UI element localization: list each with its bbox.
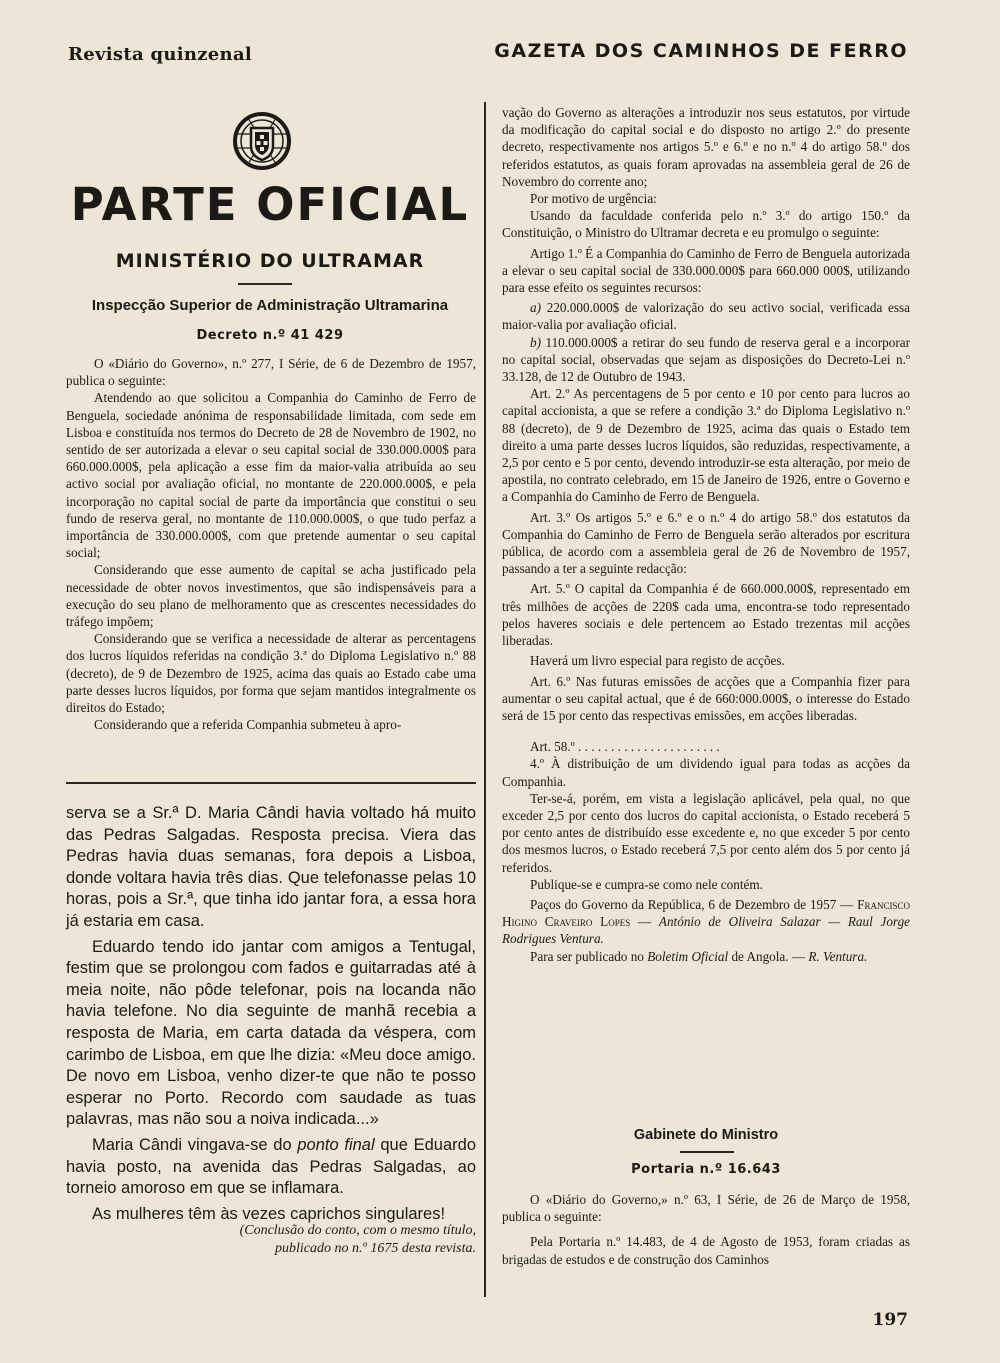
item-label: a) [530, 300, 541, 316]
text-run: Maria Cândi vingava-se do [92, 1135, 298, 1154]
signatory-name: R. Ventura. [808, 948, 868, 964]
signature-paragraph [502, 896, 910, 948]
decree-text-right [502, 104, 910, 965]
story-continuation [66, 803, 476, 1225]
cabinet-heading: Gabinete do Ministro [633, 1127, 779, 1143]
item-label: b) [530, 334, 541, 350]
signatory-names: António de Oliveira Salazar — Raul Jorge Rodrigues Ventura. [502, 914, 911, 947]
paragraph: Haverá um livro especial para registo de acções. [530, 653, 785, 669]
story-footnote: (Conclusão do conto, com o mesmo título, publicado no n.º 1675 desta revista. [239, 1223, 476, 1256]
heading-rule [238, 283, 292, 285]
paragraph: O «Diário do Governo,» n.º 63, I Série, de 26 de Março de 1958, publica o seguinte: [502, 1192, 910, 1225]
article-paragraph: Art. 2.º As percentagens de 5 por cento e 10 por cento para lucros ao capital accionista, a que se refere a condição 3.ª do Diploma Legislativo n.º 88 (decreto), de 9 de Dezembro de 1925, acima das quais o Estado tem direito a uma parte desses lucros líquidos, são reduzidas, respectivamente, a 2,5 por cento e 5 por cento, devendo introduzir-se esta alteração, por meio de apostila, no contrato celebrado, em 15 de Janeiro de 1926, entre o Governo e a Companhia do Caminho de Ferro de Benguela. [502, 386, 910, 505]
paragraph: Atendendo ao que solicitou a Companhia do Caminho de Ferro de Benguela, sociedade anónima de responsabilidade limitada, com sede em Lisboa e constituída nos termos do Decreto de 28 de Novembro de 1902, no sentido de ser autorizada a elevar o seu capital social de 330.000.000$ para 660.000.000$, pela aplicação a esse fim da maior-valia atribuída ao seu activo social por avaliação oficial, no montante de 220.000.000$, e pela incorporação no capital social de parte da importância que constitui o seu fundo de reserva geral, no montante de 110.000.000$, o que tudo perfaz a importância de 330.000.000$, com que pretende aumentar o seu capital social; [66, 390, 476, 561]
column-divider [484, 102, 486, 1297]
article-paragraph: Art. 6.º Nas futuras emissões de acções que a Companhia fizer para aumentar o seu capital actual, que é de 660:000.000$, o interesse do Estado será de 15 por cento das respectivas emissões, em acções liberadas. [502, 673, 910, 723]
paragraph: Usando da faculdade conferida pelo n.º 3.º do artigo 150.º da Constituição, o Ministro do Ultramar decreta e eu promulgo o seguinte: [502, 208, 910, 241]
page-number: 197 [872, 1310, 908, 1330]
paragraph [502, 299, 910, 333]
publication-note [502, 948, 910, 965]
ministry-heading: MINISTÉRIO DO ULTRAMAR [115, 250, 425, 272]
paragraph: Considerando que esse aumento de capital se acha justificado pela necessidade de obter novos investimentos, que são indispensáveis para a execução do seu plano de melhoramento que as crescentes necessidades do tráfego impõem; [66, 562, 476, 630]
paragraph: O «Diário do Governo», n.º 277, I Série, de 6 de Dezembro de 1957, publica o seguinte: [66, 356, 476, 389]
article-paragraph: Art. 3.º Os artigos 5.º e 6.º e o n.º 4 do artigo 58.º dos estatutos da Companhia do Caminho de Ferro de Benguela serão alterados por escritura pública, de acordo com a assembleia geral de 26 de Novembro de 1957, passando a ter a seguinte redacção: [502, 509, 910, 577]
paragraph: Ter-se-á, porém, em vista a legislação aplicável, pela qual, no que exceder 2,5 por cento dos lucros do capital accionista, o Estado receberá 5 por cento antes de distribuído esse excedente e, no que exceder 5 por cento dos mesmos lucros, o Estado receberá 7,5 por cento além dos 5 por cento já referidos. [502, 790, 910, 875]
story-divider [66, 782, 476, 784]
paragraph: 4.º À distribuição de um dividendo igual para todas as acções da Companhia. [502, 756, 910, 789]
decree-label: Decreto n.º 41 429 [196, 328, 344, 343]
article-paragraph: Art. 5.º O capital da Companhia é de 660.000.000$, representado em três milhões de acções de 220$ cada uma, encontra-se todo representado pelos haveres sociais e dele pertencem ao Estado trezentas mil acções liberadas. [502, 581, 910, 649]
portaria-label: Portaria n.º 16.643 [631, 1162, 781, 1177]
story-paragraph: As mulheres têm às vezes caprichos singulares! [92, 1204, 446, 1223]
paragraph: Pela Portaria n.º 14.483, de 4 de Agosto de 1953, foram criadas as brigadas de estudos e de construção dos Caminhos [502, 1234, 910, 1267]
story-paragraph: Eduardo tendo ido jantar com amigos a Tentugal, festim que se prolongou com fados e guitarradas até à meia noite, não pôde telefonar, pois na locanda não havia telefone. No dia seguinte de manhã recebia a resposta de Maria, em carta datada da véspera, com carimbo de Lisboa, em que lhe dizia: «Meu doce amigo. De novo em Lisboa, venho dizer-te que não te posso esperar no Porto. Recordo com saudade as tuas palavras, mas não sou a noiva indicada...» [66, 937, 476, 1129]
text-run: Paços do Governo da República, 6 de Dezembro de 1957 — [530, 896, 858, 912]
text-run: Para ser publicado no [530, 948, 648, 964]
decree-text-left [66, 355, 476, 733]
italic-phrase: ponto final [297, 1135, 375, 1154]
italic-phrase: Boletim Oficial [647, 948, 729, 964]
story-paragraph [66, 1135, 476, 1200]
text-run: — [630, 914, 659, 930]
paragraph: Considerando que se verifica a necessidade de alterar as percentagens dos lucros líquidos referidas na condição 3.ª do Diploma Legislativo n.º 88 (decreto), de 9 de Dezembro de 1925, acima das quais ao Estado cabe uma parte desses lucros líquidos, por forma que sejam mantidos integralmente os direitos do Estado; [66, 631, 476, 716]
text-run: 220.000.000$ de valorização do seu activo social, verificada essa maior-valia por avaliação oficial. [502, 300, 910, 333]
running-header-right: GAZETA DOS CAMINHOS DE FERRO [494, 40, 908, 62]
section-title: PARTE OFICIAL [70, 178, 470, 231]
portaria-text [502, 1191, 910, 1268]
paragraph: Considerando que a referida Companhia submeteu à apro- [94, 717, 402, 733]
text-run: de Angola. — [728, 948, 809, 964]
signatory-name: Francisco Higino Craveiro Lopes [502, 896, 910, 930]
coat-of-arms-icon [232, 104, 292, 178]
text-run: que Eduardo havia posto, na avenida das Pedras Salgadas, ao torneio amoroso em que se inflamara. [66, 1135, 476, 1198]
department-heading: Inspecção Superior de Administração Ultramarina [91, 297, 449, 314]
heading-rule [680, 1151, 734, 1153]
paragraph: Publique-se e cumpra-se como nele contém. [530, 876, 763, 892]
text-run: 110.000.000$ a retirar do seu fundo de reserva geral e a incorporar no capital social, observadas que sejam as disposições do Decreto-Lei n.º 33.128, de 12 de Outubro de 1943. [502, 334, 910, 385]
article-paragraph: Artigo 1.º É a Companhia do Caminho de Ferro de Benguela autorizada a elevar o seu capital social de 330.000.000$ para 660.000 000$, utilizando para esse efeito os seguintes recursos: [502, 245, 910, 296]
paragraph: vação do Governo as alterações a introduzir nos seus estatutos, por virtude da modificação do capital social e do disposto no artigo 2.º do presente decreto, respectivamente nos artigos 5.º e 6.º e no n.º 4 do artigo 58.º dos referidos estatutos, as quais foram aprovadas na assembleia geral de 26 de Novembro do corrente ano; [502, 105, 910, 189]
paragraph: Por motivo de urgência: [530, 191, 657, 207]
article-paragraph: Art. 58.º . . . . . . . . . . . . . . . . . . . . . . [530, 739, 720, 755]
running-header-left: Revista quinzenal [68, 44, 253, 65]
paragraph [502, 334, 910, 386]
story-paragraph: serva se a Sr.ª D. Maria Cândi havia voltado há muito das Pedras Salgadas. Resposta precisa. Viera das Pedras havia duas semanas, fora depois a Lisboa, donde voltara havia três dias. Que telefonasse pelas 10 horas, pois a Sr.ª, que tinha ido jantar fora, a essa hora já estaria em casa. [66, 804, 476, 930]
